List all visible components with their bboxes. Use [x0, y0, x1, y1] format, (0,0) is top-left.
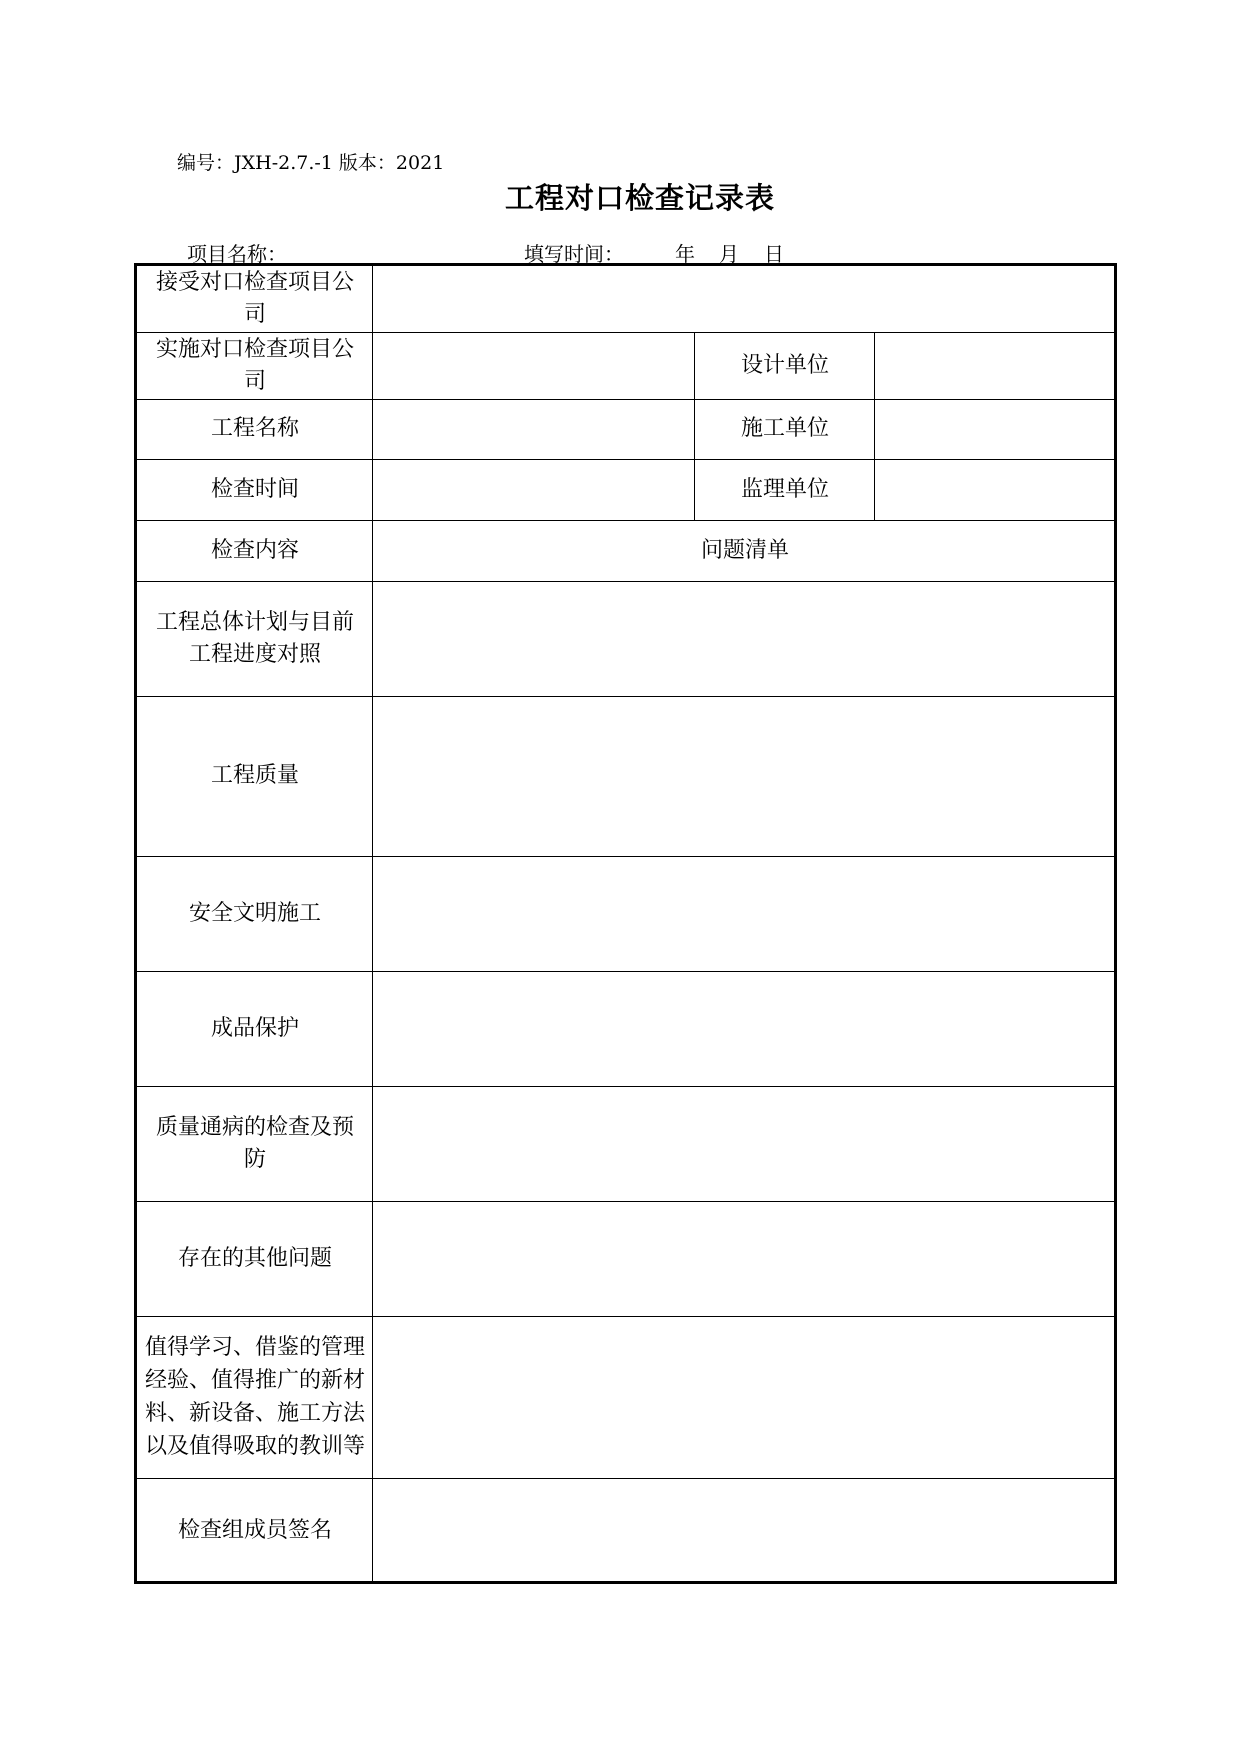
day-label: 日 — [764, 242, 784, 266]
inspection-time-field[interactable] — [373, 459, 695, 520]
form-code: 编号：JXH-2.7.-1 版本：2021 — [177, 152, 445, 174]
supervision-unit-field[interactable] — [875, 459, 1117, 520]
year-label: 年 — [675, 242, 695, 266]
page-title: 工程对口检查记录表 — [504, 181, 775, 215]
problem-list-header: 问题清单 — [700, 537, 789, 563]
construction-unit-field[interactable] — [875, 399, 1117, 459]
project-name-label: 项目名称： — [187, 242, 287, 266]
project-name-field[interactable] — [373, 399, 695, 459]
receiving-company-label: 接受对口检查项目公司 — [155, 270, 354, 327]
lessons-learned-label: 值得学习、借鉴的管理经验、值得推广的新材料、新设备、施工方法以及值得吸取的教训等 — [145, 1335, 366, 1459]
inspection-content-label: 检查内容 — [210, 537, 299, 563]
fill-time-label: 填写时间： — [524, 242, 624, 266]
project-quality-label: 工程质量 — [210, 763, 299, 788]
inspection-record-table — [134, 263, 1117, 1584]
month-label: 月 — [719, 242, 739, 266]
other-problems-label: 存在的其他问题 — [177, 1245, 332, 1271]
schedule-comparison-label: 工程总体计划与目前工程进度对照 — [155, 609, 354, 667]
construction-unit-label: 施工单位 — [740, 416, 829, 441]
implementing-company-field[interactable] — [373, 332, 695, 399]
safe-civilized-construction-label: 安全文明施工 — [188, 900, 321, 926]
receiving-company-field[interactable] — [373, 266, 1117, 332]
supervision-unit-label: 监理单位 — [740, 476, 829, 502]
common-quality-defects-label: 质量通病的检查及预防 — [155, 1114, 354, 1172]
implementing-company-label: 实施对口检查项目公司 — [155, 336, 354, 394]
project-name-cell-label: 工程名称 — [210, 416, 299, 441]
design-unit-field[interactable] — [875, 332, 1117, 399]
design-unit-label: 设计单位 — [740, 352, 829, 378]
product-protection-label: 成品保护 — [210, 1015, 299, 1041]
inspectors-signature-label: 检查组成员签名 — [177, 1518, 332, 1543]
inspection-time-label: 检查时间 — [210, 476, 299, 502]
